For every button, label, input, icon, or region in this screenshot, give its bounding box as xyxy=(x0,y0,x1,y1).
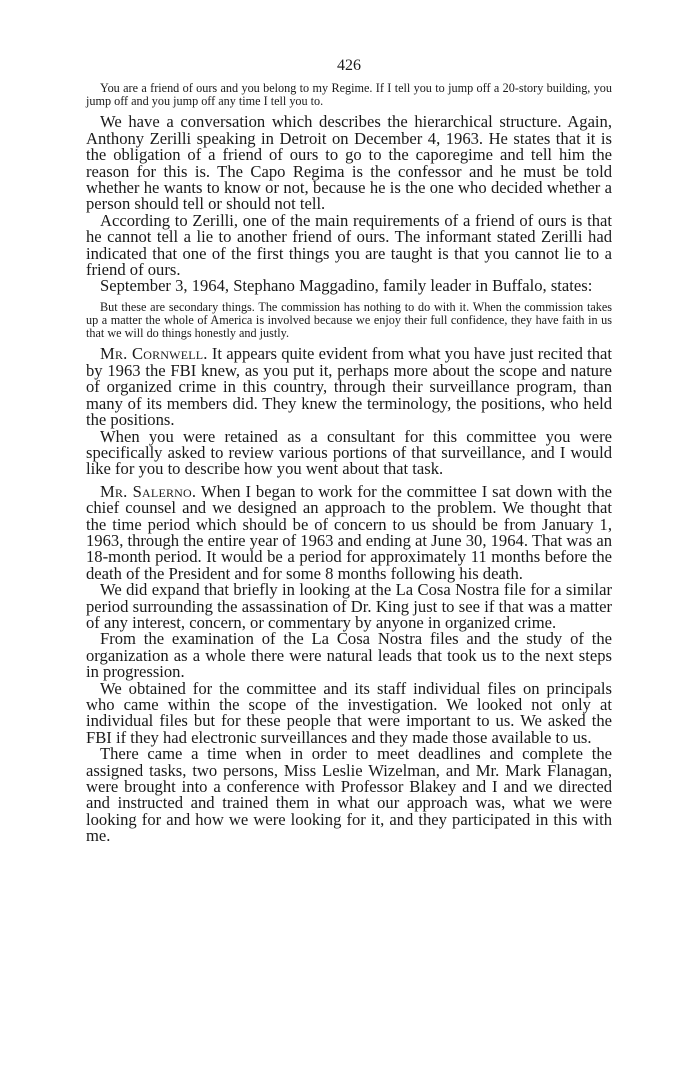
block-quote: But these are secondary things. The commission has nothing to do with it. When the commission takes up a matter the whole of America is involved because we enjoy their full confidence, they have faith in us that we will do things honestly and justly. xyxy=(86,299,612,341)
paragraph: We obtained for the committee and its staff individual files on principals who came within the scope of the investigation. We looked not only at individual files but for these people that were important to us. We asked the FBI if they had electronic surveillances and they made those available to us. xyxy=(86,678,612,747)
testimony-text: It appears quite evident from what you have just recited that by 1963 the FBI knew, as you put it, perhaps more about the scope and nature of organized crime in this country, through their surveillance program, than many of its members did. They knew the terminology, the positions, who held the positions. xyxy=(86,344,612,430)
paragraph: From the examination of the La Cosa Nostra files and the study of the organization as a whole there were natural leads that took us to the next steps in progression. xyxy=(86,629,612,682)
speaker-name: Mr. Cornwell. xyxy=(100,344,208,364)
paragraph: When you were retained as a consultant for this committee you were specifically asked to review various portions of that surveillance, and I would like for you to describe how you went about that task. xyxy=(86,426,612,479)
speaker-name: Mr. Salerno. xyxy=(100,481,197,501)
paragraph: There came a time when in order to meet deadlines and complete the assigned tasks, two persons, Miss Leslie Wizelman, and Mr. Mark Flanagan, were brought into a conference with Professor Blakey and I and we directed and instructed and trained them in what our approach was, what we were looking for and how we were looking for it, and they participated in this with me. xyxy=(86,744,612,846)
testimony-text: When I began to work for the committee I sat down with the chief counsel and we designed an approach to the problem. We thought that the time period which should be of concern to us should be from January 1, 1963, through the entire year of 1963 and ending at June 30, 1964. That was an 18-month period. It would be a period for approximately 11 months before the death of the President and for some 8 months following his death. xyxy=(86,481,613,583)
paragraph: We did expand that briefly in looking at the La Cosa Nostra file for a similar period surrounding the assassination of Dr. King just to see if that was a matter of any interest, concern, or commentary by anyone in organized crime. xyxy=(86,580,612,632)
paragraph: According to Zerilli, one of the main requirements of a friend of ours is that he cannot tell a lie to another friend of ours. The informant stated Zerilli had indicated that one of the first things you are taught is that you cannot lie to a friend of ours. xyxy=(86,210,612,280)
paragraph: September 3, 1964, Stephano Maggadino, family leader in Buffalo, states: xyxy=(100,276,593,296)
testimony-paragraph xyxy=(86,346,612,428)
page-number: 426 xyxy=(337,57,361,74)
paragraph: We have a conversation which describes the hierarchical structure. Again, Anthony Zerilli speaking in Detroit on December 4, 1963. He states that it is the obligation of a friend of ours to go to the caporegime and tell him the reason for this is. The Capo Regima is the confessor and he must be told whether he wants to know or not, because he is the one who decided whether a person should tell or should not tell. xyxy=(86,112,612,214)
document-page xyxy=(86,56,612,845)
testimony-paragraph xyxy=(86,481,613,583)
block-quote: You are a friend of ours and you belong to my Regime. If I tell you to jump off a 20-story building, you jump off and you jump off any time I tell you to. xyxy=(86,81,612,109)
